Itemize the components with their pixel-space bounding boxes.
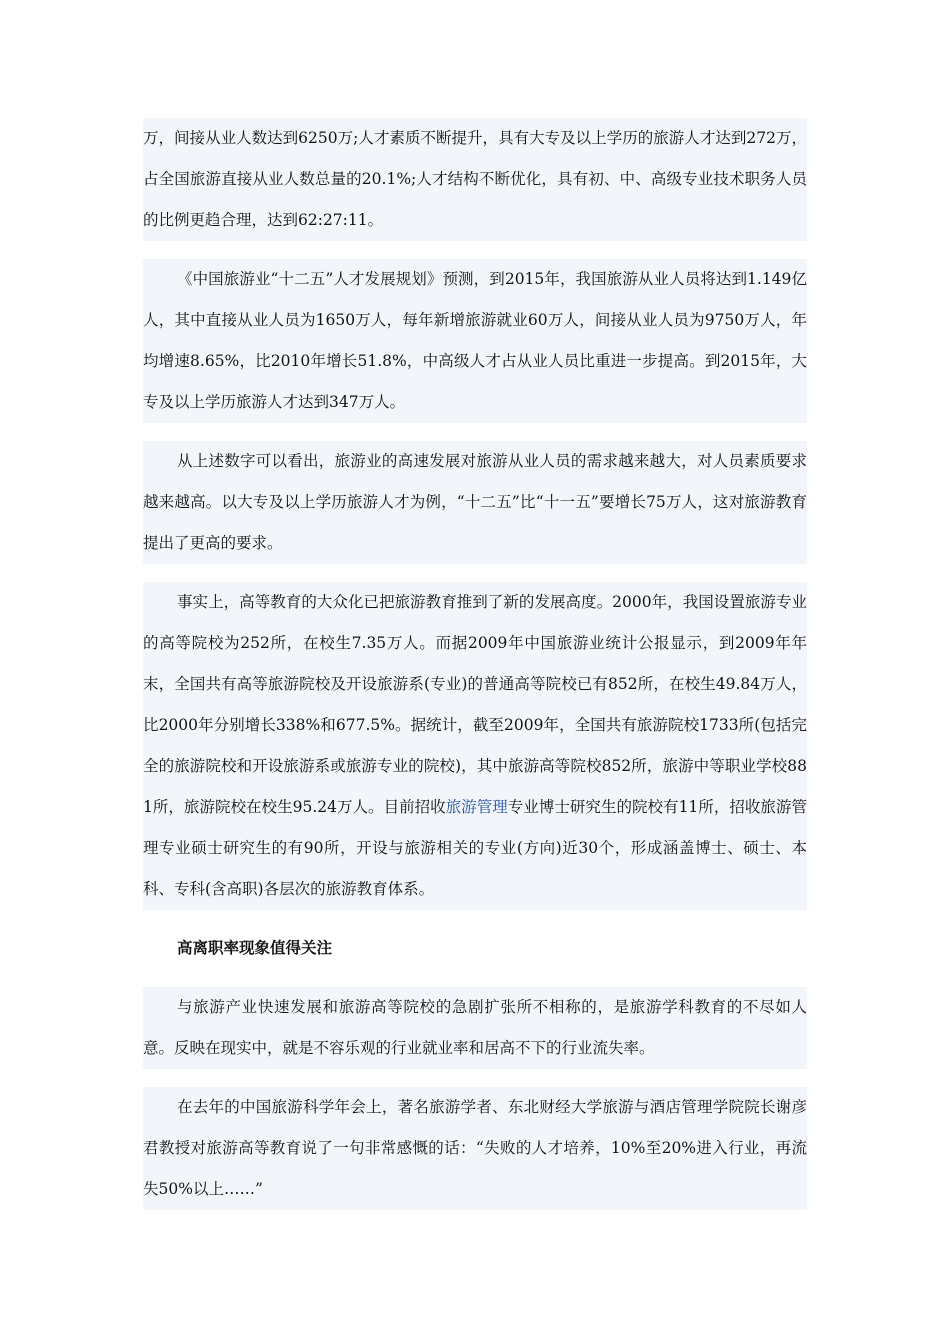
tourism-management-link[interactable]: 旅游管理 [445, 798, 508, 816]
paragraph-demand-analysis: 从上述数字可以看出，旅游业的高速发展对旅游从业人员的需求越来越大，对人员素质要求越来越高。以大专及以上学历旅游人才为例，“十二五”比“十一五”要增长75万人，这对旅游教育提出了更高的要求。 [143, 441, 807, 564]
paragraph-employment-rate: 与旅游产业快速发展和旅游高等院校的急剧扩张所不相称的，是旅游学科教育的不尽如人意。反映在现实中，就是不容乐观的行业就业率和居高不下的行业流失率。 [143, 987, 807, 1069]
paragraph-text: 事实上，高等教育的大众化已把旅游教育推到了新的发展高度。2000年，我国设置旅游专业的高等院校为252所，在校生7.35万人。而据2009年中国旅游业统计公报显示，到2009年年末，全国共有高等旅游院校及开设旅游系(专业)的普通高等院校已有852所，在校生49.84万人，比2000年分别增长338%和677.5%。据统计，截至2009年，全国共有旅游院校1733所(包括完全的旅游院校和开设旅游系或旅游专业的院校)，其中旅游高等院校852所，旅游中等职业学校881所，旅游院校在校生95.24万人。目前招收 [143, 593, 807, 816]
paragraph-expert-quote: 在去年的中国旅游科学年会上，著名旅游学者、东北财经大学旅游与酒店管理学院院长谢彦君教授对旅游高等教育说了一句非常感慨的话：“失败的人才培养，10%至20%进入行业，再流失50%以上……” [143, 1087, 807, 1210]
section-heading: 高离职率现象值得关注 [143, 928, 807, 969]
article-body [143, 118, 807, 1210]
paragraph-text: 专业博士研究生的院校有11所，招收旅游管理专业硕士研究生的有90所，开设与旅游相关的专业(方向)近30个，形成涵盖博士、硕士、本科、专科(含高职)各层次的旅游教育体系。 [143, 798, 807, 898]
paragraph-twelfth-plan-forecast: 《中国旅游业“十二五”人才发展规划》预测，到2015年，我国旅游从业人员将达到1.149亿人，其中直接从业人员为1650万人，每年新增旅游就业60万人，间接从业人员为9750万人，年均增速8.65%，比2010年增长51.8%，中高级人才占从业人员比重进一步提高。到2015年，大专及以上学历旅游人才达到347万人。 [143, 259, 807, 423]
paragraph-talent-stats: 万，间接从业人数达到6250万;人才素质不断提升，具有大专及以上学历的旅游人才达到272万，占全国旅游直接从业人数总量的20.1%;人才结构不断优化，具有初、中、高级专业技术职务人员的比例更趋合理，达到62:27:11。 [143, 118, 807, 241]
paragraph-education-growth [143, 582, 807, 910]
